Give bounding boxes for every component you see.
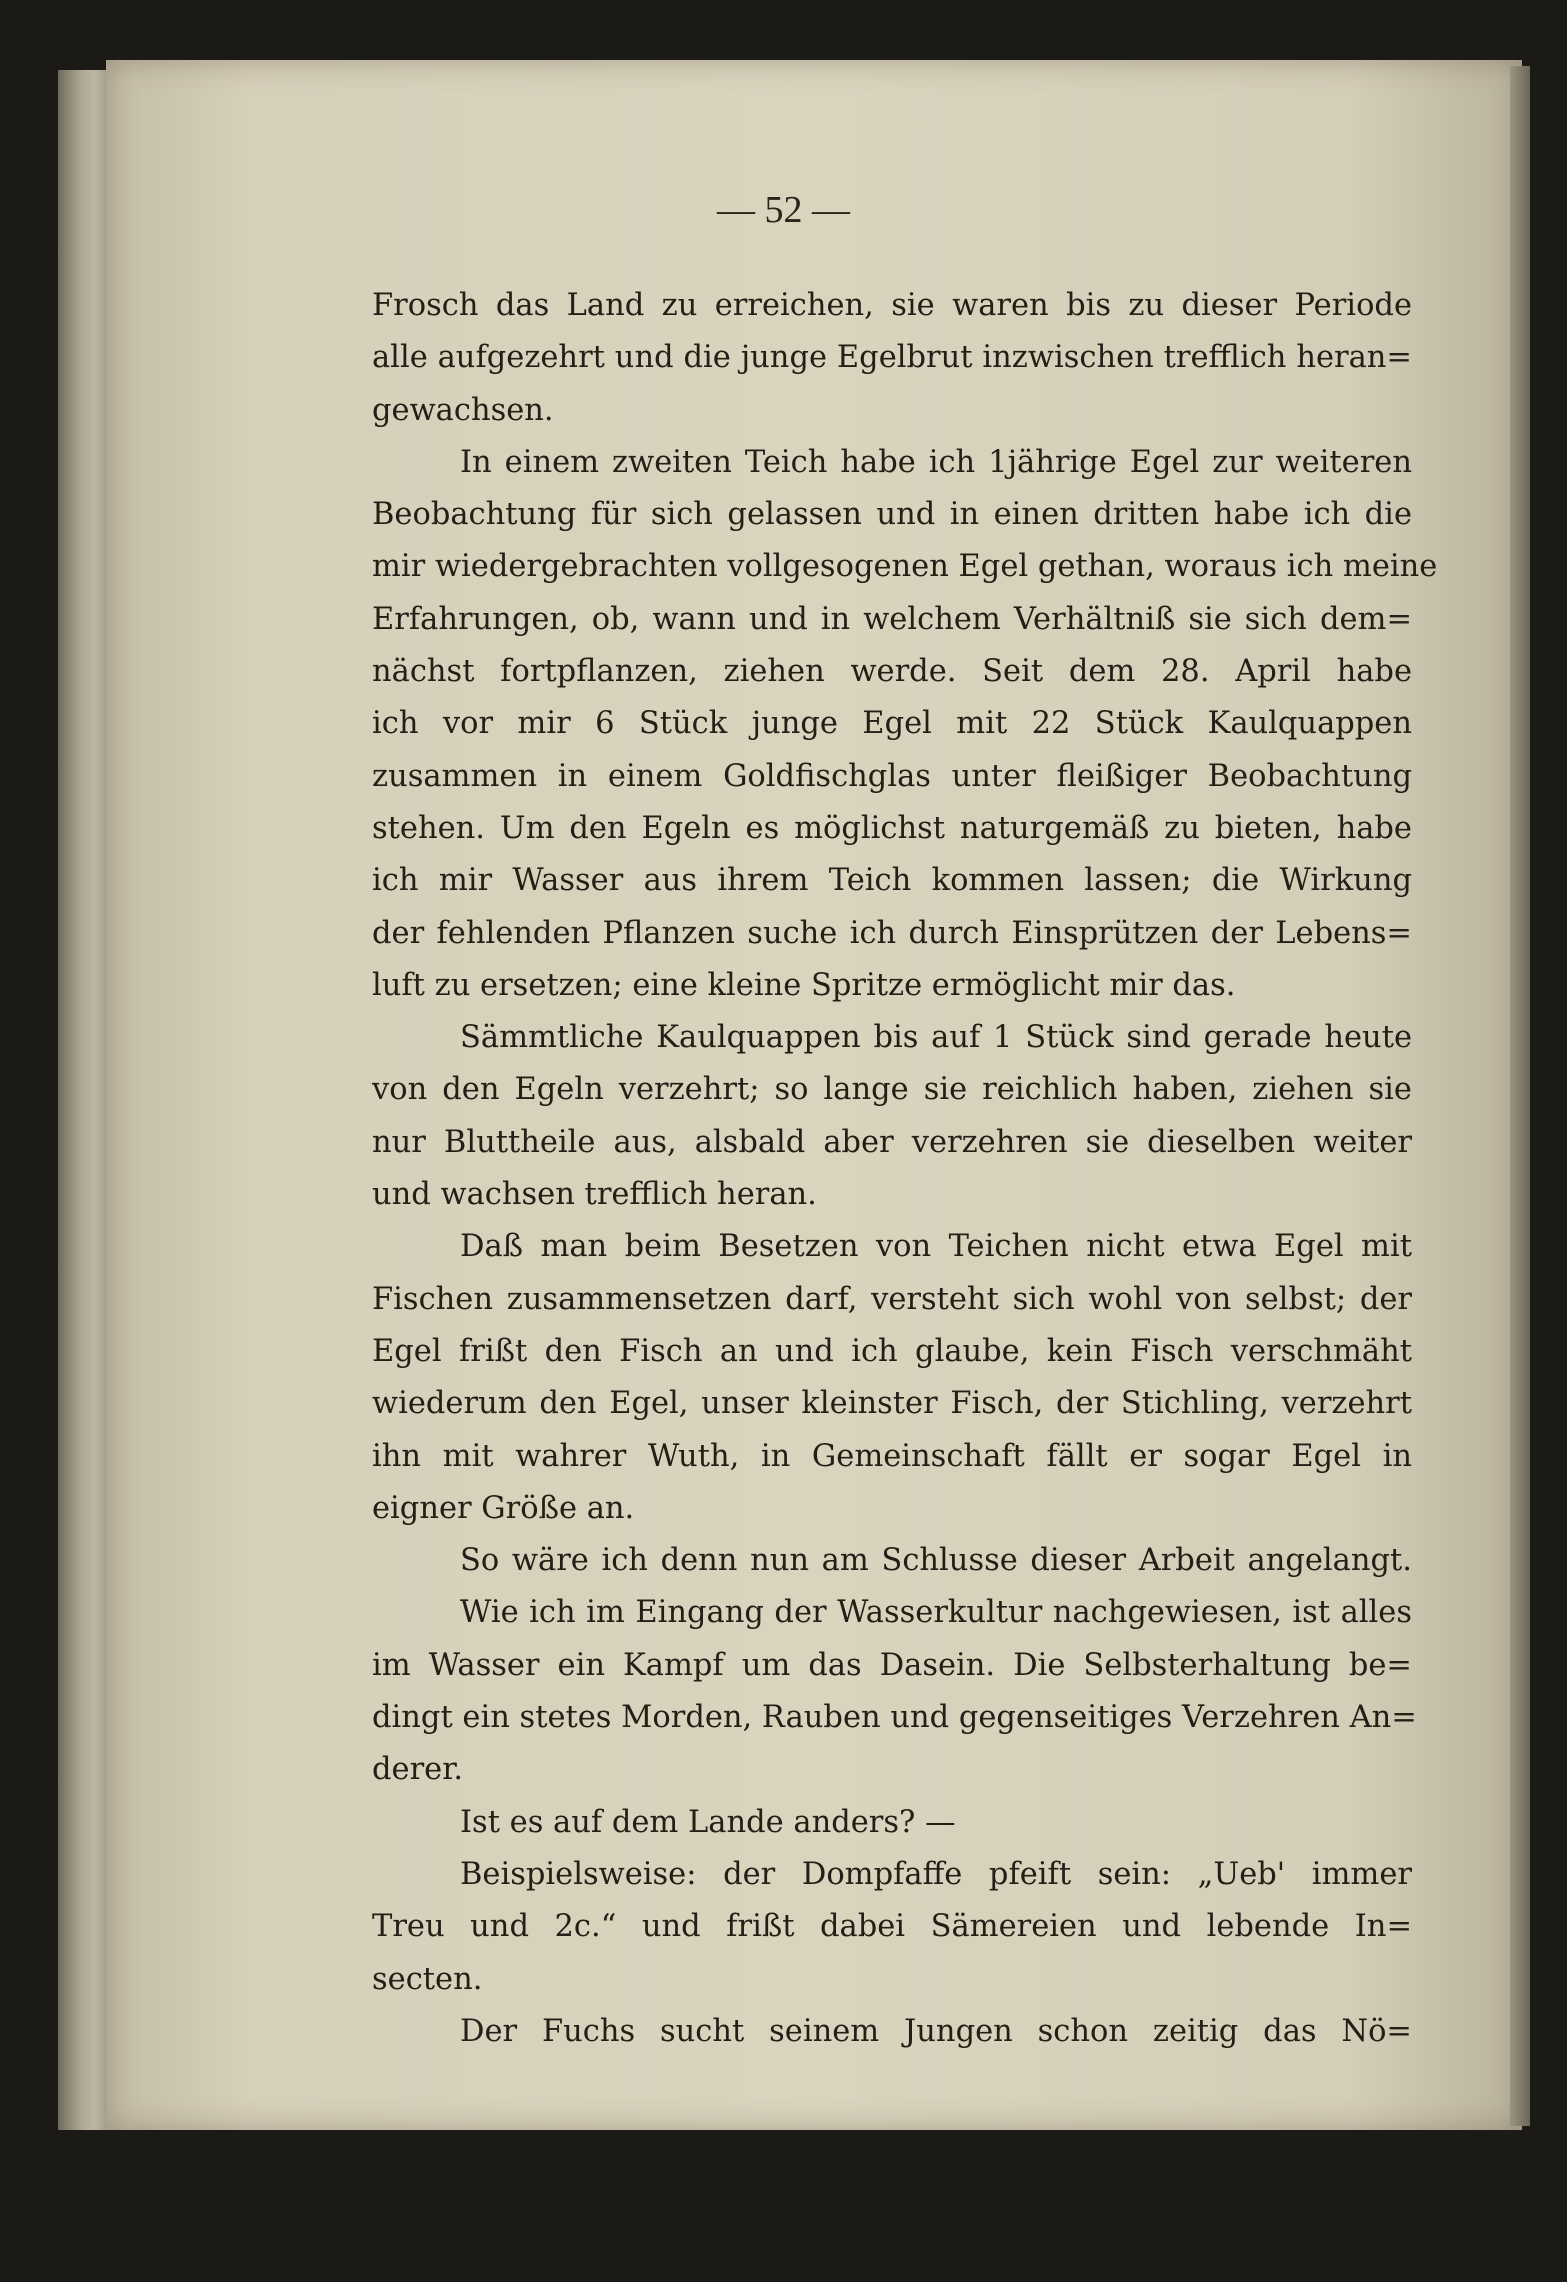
text-line: ihn mit wahrer Wuth, in Gemeinschaft fällt er sogar Egel in [372,1438,1412,1474]
text-line: stehen. Um den Egeln es möglichst naturgemäß zu bieten, habe [372,810,1412,846]
text-line: Beobachtung für sich gelassen und in einen dritten habe ich die [372,497,1412,533]
text-line: Treu und 2c.“ und frißt dabei Sämereien und lebende In= [372,1909,1412,1945]
text-line: Der Fuchs sucht seinem Jungen schon zeitig das Nö= [460,2013,1412,2049]
text-line: Egel frißt den Fisch an und ich glaube, kein Fisch verschmäht [372,1333,1412,1369]
text-line: nächst fortpflanzen, ziehen werde. Seit dem 28. April habe [372,654,1412,690]
text-line: dingt ein stetes Morden, Rauben und gegenseitiges Verzehren An= [372,1700,1417,1736]
text-line: gewachsen. [372,392,554,428]
book-spine [58,70,110,2130]
text-line: von den Egeln verzehrt; so lange sie reichlich haben, ziehen sie [372,1072,1412,1108]
text-line: In einem zweiten Teich habe ich 1jährige Egel zur weiteren [460,444,1412,480]
text-line: ich vor mir 6 Stück junge Egel mit 22 Stück Kaulquappen [372,706,1412,742]
text-line: Beispielsweise: der Dompfaffe pfeift sein: „Ueb' immer [460,1856,1412,1892]
text-line: Wie ich im Eingang der Wasserkultur nachgewiesen, ist alles [460,1595,1412,1631]
text-line: der fehlenden Pflanzen suche ich durch Einsprützen der Lebens= [372,915,1412,951]
text-line: So wäre ich denn nun am Schlusse dieser Arbeit angelangt. [460,1543,1412,1579]
text-line: Fischen zusammensetzen darf, versteht sich wohl von selbst; der [372,1281,1412,1317]
text-line: Sämmtliche Kaulquappen bis auf 1 Stück sind gerade heute [460,1020,1412,1056]
text-line: nur Bluttheile aus, alsbald aber verzehren sie dieselben weiter [372,1124,1412,1160]
text-line: alle aufgezehrt und die junge Egelbrut inzwischen trefflich heran= [372,340,1412,376]
body-text [372,280,1438,2058]
text-line: luft zu ersetzen; eine kleine Spritze ermöglicht mir das. [372,967,1236,1003]
text-line: mir wiedergebrachten vollgesogenen Egel gethan, woraus ich meine [372,549,1438,585]
page-edge [1510,66,1530,2126]
text-line: Frosch das Land zu erreichen, sie waren bis zu dieser Periode [372,288,1412,323]
text-line: und wachsen trefflich heran. [372,1177,817,1213]
text-line: Erfahrungen, ob, wann und in welchem Verhältniß sie sich dem= [372,601,1412,637]
page-number: — 52 — [717,189,850,231]
text-line: Ist es auf dem Lande anders? — [460,1804,956,1840]
text-line: secten. [372,1961,483,1997]
text-line: Daß man beim Besetzen von Teichen nicht etwa Egel mit [460,1229,1412,1265]
text-line: wiederum den Egel, unser kleinster Fisch, der Stichling, verzehrt [372,1386,1412,1422]
text-line: im Wasser ein Kampf um das Dasein. Die Selbsterhaltung be= [372,1647,1412,1683]
text-line: eigner Größe an. [372,1490,635,1526]
text-line: zusammen in einem Goldfischglas unter fleißiger Beobachtung [372,758,1412,794]
text-line: derer. [372,1752,464,1788]
text-line: ich mir Wasser aus ihrem Teich kommen lassen; die Wirkung [372,863,1412,899]
